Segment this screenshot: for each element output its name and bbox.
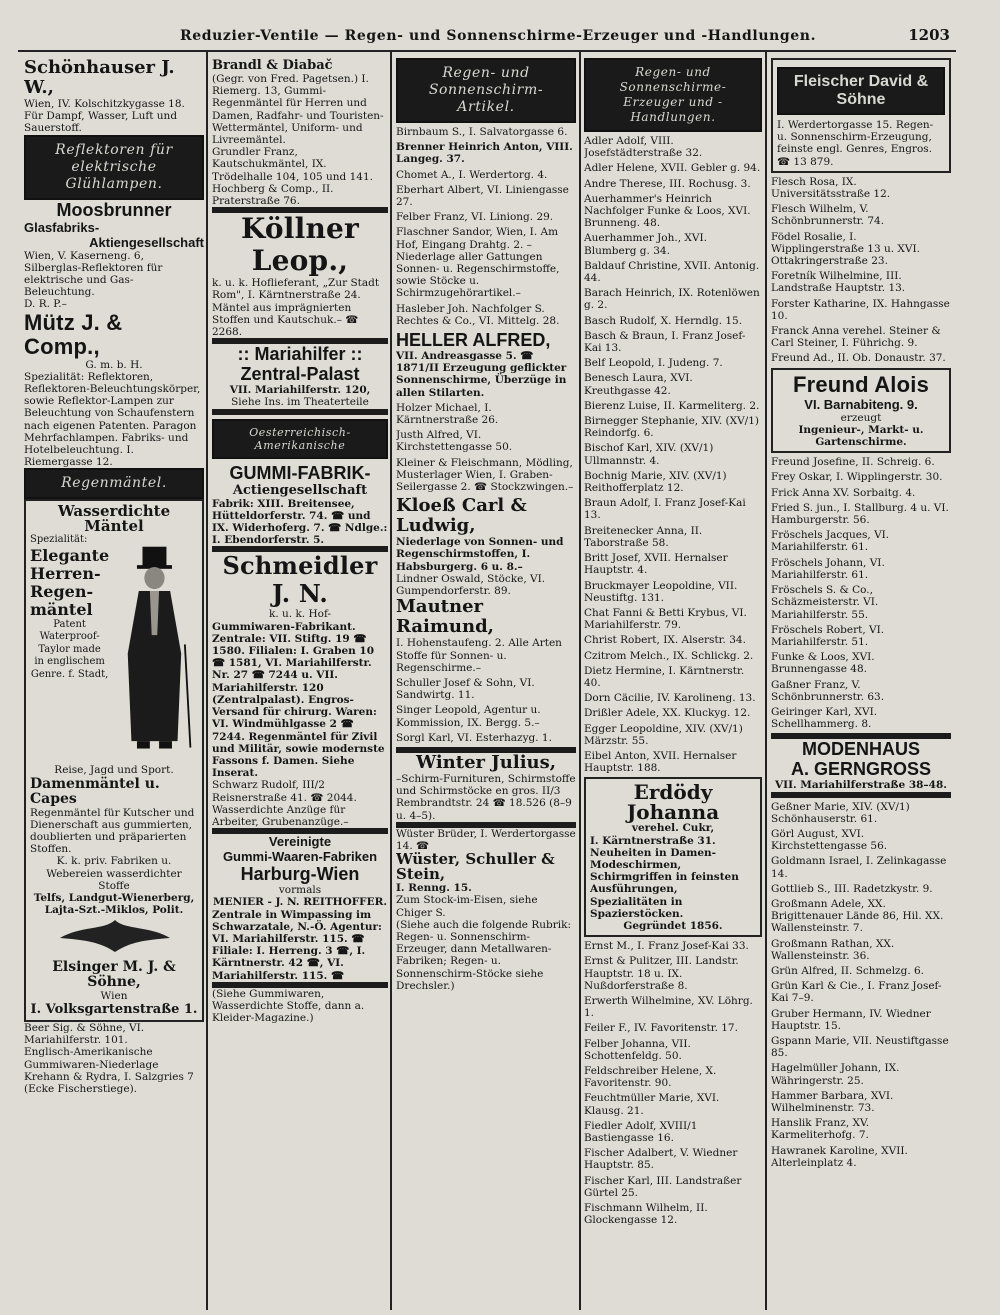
ad-line: Harburg-Wien — [240, 864, 360, 885]
listing-entry: Fischer Adalbert, V. Wiedner Hauptstr. 85. — [584, 1147, 738, 1172]
listing-hochberg: Hochberg & Comp., II. Praterstraße 76. — [212, 182, 334, 208]
listing-entry: Auerhammer's Heinrich Nachfolger Funke & Loos, XVI. Brunneng. 48. — [584, 192, 751, 230]
listing-text: (Gegr. von Fred. Pagetsen.) I. Riemerg. 13, Gummi-Regenmäntel für Herren und Damen, Radfahr- und Touristen-Wettermäntel, Uniform- und Livreemäntel. — [212, 73, 384, 147]
listing-entry: Auerhammer Joh., XVI. Blumberg g. 34. — [584, 232, 707, 257]
listing-entry: Benesch Laura, XVI. Kreuthgasse 42. — [584, 372, 693, 397]
ad-figure-row — [30, 534, 198, 764]
listing-entry: Großmann Adele, XX. Brigittenauer Lände 86, Hil. XX. Wallensteinstr. 7. — [771, 897, 944, 935]
listing-entry: Hanslik Franz, XV. Karmeliterhofg. 7. — [771, 1117, 870, 1142]
header-rule — [18, 50, 956, 52]
listing-schwarz: Schwarz Rudolf, III/2 Reisnerstraße 41. ☎ 2044. Wasserdichte Anzüge für Arbeiter, Grubenanzüge.– — [212, 779, 357, 828]
listing-schoenhauser — [24, 58, 204, 135]
ad-wasserdichte-maentel — [24, 499, 204, 1021]
listing-entry: Fröschels Jacques, VI. Mariahilferstr. 61. — [771, 529, 890, 554]
column-5 — [771, 58, 951, 1310]
ad-damen: Damenmäntel u. Capes — [30, 775, 160, 807]
ad-word: Herren- — [30, 563, 101, 583]
column-4 — [584, 58, 762, 1310]
listing-wuester: Wüster Brüder, I. Werdertorgasse 14. ☎ — [396, 827, 576, 852]
listing-entry: Czitrom Melch., IX. Schlickg. 2. — [584, 649, 754, 662]
listing-entry: Feiler F., IV. Favoritenstr. 17. — [584, 1022, 738, 1035]
ad-erzeugt: erzeugt — [840, 411, 882, 424]
listing-entry: Grün Alfred, II. Schmelzg. 6. — [771, 964, 925, 977]
ad-city: Wien — [100, 989, 128, 1002]
ad-text: –Schirm-Furnituren, Schirmstoffe und Schirmstöcke en gros. II/3 Rembrandtstr. 24 ☎ 18.526 (8–9 u. 4–5). — [396, 772, 576, 822]
listing-entry: Erwerth Wilhelmine, XV. Löhrg. 1. — [584, 994, 753, 1020]
listing-grundler: Grundler Franz, Kautschukmäntel, IX. Trödelhalle 104, 105 und 141. — [212, 146, 373, 183]
ad-line: Gummi-Waaren-Fabriken — [222, 849, 378, 865]
page-number: 1203 — [908, 26, 950, 44]
listing-entry: Flesch Rosa, IX. Universitätsstraße 12. — [771, 175, 891, 201]
gentleman-illustration — [113, 534, 198, 764]
ad-founded: Gegründet 1856. — [623, 919, 723, 932]
listing-entry: Eberhart Albert, VI. Liniengasse 27. — [396, 183, 569, 209]
ad-line: :: Mariahilfer :: — [237, 344, 363, 365]
listing-entry: Felber Johanna, VII. Schottenfeldg. 50. — [584, 1037, 691, 1062]
ad-fleischer — [771, 58, 951, 173]
cross-reference-note: (Siehe auch die folgende Rubrik: Regen- u. Sonnenschirm-Erzeuger, dann Metallwaren-Fabriken; Regen- u. Sonnenschirm-Stöcke siehe Drechsler.) — [396, 918, 572, 992]
listing-entry: Grün Karl & Cie., I. Franz Josef-Kai 7–9. — [771, 980, 942, 1005]
listing-entry: Chomet A., I. Werdertorg. 4. — [396, 168, 548, 181]
ad-text: Spezialität: Reflektoren, Reflektoren-Beleuchtungskörper, sowie Reflektor-Lampen zur Beleuchtung von Schaufenstern nach eigenen Patenten. Paragon Mehrfachlampen. Fabriks- und Hotelbeleuchtung. I. Riemergasse 12. — [24, 370, 201, 469]
ad-text: Wien, V. Kaserneng. 6, Silberglas-Reflektoren für elektrische und Gas-Beleuchtung. — [24, 249, 163, 299]
listing-entry: Fröschels Johann, VI. Mariahilferstr. 61. — [771, 556, 885, 581]
ad-sub: G. m. b. H. — [85, 358, 143, 371]
ad-name: Freund Alois — [792, 371, 930, 397]
section-box-schirm-artikel: Regen- und Sonnenschirm-Artikel. — [396, 58, 576, 123]
ad-name: Erdödy Johanna — [626, 780, 720, 825]
ad-line: GUMMI-FABRIK- — [229, 462, 371, 483]
ad-word: mäntel — [30, 599, 93, 619]
ad-vereinigte — [212, 834, 388, 982]
listing-entry: Barach Heinrich, IX. Rotenlöwen g. 2. — [584, 287, 760, 312]
listing-entry: Ernst M., I. Franz Josef-Kai 33. — [584, 940, 749, 953]
listing-entry: Foretník Wilhelmine, III. Landstraße Hauptstr. 13. — [771, 270, 906, 295]
listing-entry: Freund Ad., II. Ob. Donaustr. 37. — [771, 352, 946, 365]
listing-entry: Frick Anna XV. Sorbaitg. 4. — [771, 486, 916, 499]
ad-text: Fabrik: XIII. Breitensee, Hütteldorferstr. 74. ☎ und IX. Widerhoferg. 7. ☎ Ndlge.: I. Ebendorferstr. 5. — [212, 497, 388, 547]
ad-name: Mautner Raimund, — [396, 596, 494, 638]
ad-text: Zentrale in Wimpassing im Schwarzatale, N.-Ö. Agentur: VI. Mariahilferstr. 115. ☎ Filiale: I. Herreng. 3 ☎, I. Kärntnerstr. 42 ☎, VI. Mariahilferstr. 115. ☎ — [212, 908, 382, 982]
listing-entry: Christ Robert, IX. Alserstr. 34. — [584, 634, 746, 647]
ad-title: Wasserdichte Mäntel — [57, 502, 171, 536]
listing-entry: Fröschels S. & Co., Schäzmeisterstr. VI. Mariahilferstr. 55. — [771, 584, 879, 621]
ad-address: I. Volksgartenstraße 1. — [30, 1001, 198, 1017]
ad-line: MENIER - J. N. REITHOFFER. — [212, 896, 388, 909]
ad-freund-alois — [771, 368, 951, 454]
ad-name: Fleischer David & Söhne — [777, 67, 945, 115]
ad-line: vormals — [278, 884, 322, 897]
ad-kk: K. k. priv. Fabriken u. Webereien wasserdichter Stoffe — [46, 855, 182, 892]
listing-entry: Geßner Marie, XIV. (XV/1) Schönhauserstr. 61. — [771, 800, 910, 825]
listing-group — [584, 135, 762, 774]
listing-entry: Flesch Wilhelm, V. Schönbrunnerstr. 74. — [771, 203, 885, 228]
listing-entry: Feldschreiber Helene, X. Favoritenstr. 90. — [584, 1065, 717, 1090]
column-divider — [390, 52, 392, 1310]
ad-oesterr-amerikanische — [212, 419, 388, 547]
listing-entry: Hasleber Joh. Nachfolger S. Rechtes & Co., VI. Mittelg. 28. — [396, 302, 560, 327]
listing-entry: Gaßner Franz, V. Schönbrunnerstr. 63. — [771, 678, 885, 703]
ad-name: HELLER ALFRED, — [396, 330, 551, 351]
listing-group — [584, 940, 762, 1226]
column-2 — [212, 58, 388, 1310]
listing-beer: Beer Sig. & Söhne, VI. Mariahilferstr. 101. — [24, 1021, 145, 1047]
ad-patent-mark: D. R. P.– — [24, 298, 67, 311]
listing-entry: Drißler Adele, XX. Kluckyg. 12. — [584, 707, 751, 720]
listing-entry: Breitenecker Anna, II. Taborstraße 58. — [584, 524, 703, 549]
listing-entry: Flaschner Sandor, Wien, I. Am Hof, Eingang Drahtg. 2. –Niederlage aller Gattungen Sonnen- u. Regenschirmstoffe, sowie Stöcke u. Schirmzugehörartikel.– — [396, 226, 560, 300]
listing-entry: Fiedler Adolf, XVIII/1 Bastiengasse 16. — [584, 1119, 698, 1145]
listing-entry: Großmann Rathan, XX. Wallensteinstr. 36. — [771, 937, 895, 962]
listing-entry: Franck Anna verehel. Steiner & Carl Steiner, I. Führichg. 9. — [771, 325, 941, 350]
section-box-regenmaentel: Regenmäntel. — [24, 468, 204, 499]
listing-group — [771, 176, 951, 365]
listing-entry: Andre Therese, III. Rochusg. 3. — [584, 177, 751, 190]
ad-note: Siehe Ins. im Theaterteile — [231, 396, 369, 409]
ad-address: VI. Barnabiteng. 9. — [804, 396, 918, 412]
divider-bar — [771, 792, 951, 798]
listing-entry: Britt Josef, XVII. Hernalser Hauptstr. 4. — [584, 552, 728, 577]
listing-name: Brandl & Diabač — [212, 58, 333, 73]
ad-line: Aktiengesellschaft — [89, 234, 204, 250]
listing-entry: Singer Leopold, Agentur u. Kommission, IX. Bergg. 5.– — [396, 704, 541, 729]
listing-entry: Fischer Karl, III. Landstraßer Gürtel 25. — [584, 1174, 742, 1199]
ad-muetz — [24, 311, 204, 469]
ad-name: Wüster, Schuller & Stein, — [396, 850, 555, 884]
ad-name: Mütz J. & Comp., — [24, 309, 123, 359]
ad-schmeidler — [212, 552, 388, 779]
listing-group — [771, 801, 951, 1169]
listing-entry: Birnbaum S., I. Salvatorgasse 6. — [396, 126, 568, 138]
ad-line: Moosbrunner — [56, 199, 172, 220]
ad-reise: Reise, Jagd und Sport. — [54, 764, 174, 777]
listing-entry: Bochnig Marie, XIV. (XV/1) Reithofferplatz 12. — [584, 469, 727, 495]
listing-entry: Bruckmayer Leopoldine, VII. Neustiftg. 131. — [584, 579, 738, 604]
ad-name: Kloeß Carl & Ludwig, — [396, 495, 527, 537]
listing-entry: Basch & Braun, I. Franz Josef-Kai 13. — [584, 329, 746, 355]
listing-entry: Fischmann Wilhelm, II. Glockengasse 12. — [584, 1202, 708, 1227]
column-3 — [396, 58, 576, 1310]
listing-englisch: Englisch-Amerikanische Gummiwaren-Niederlage Krehann & Rydra, I. Salzgries 7 (Ecke Fischerstiege). — [24, 1046, 194, 1095]
listing-entry: Felber Franz, VI. Liniong. 29. — [396, 211, 554, 224]
ad-line: Zentral-Palast — [240, 364, 360, 385]
listing-entry: Geiringer Karl, XVI. Schellhammerg. 8. — [771, 705, 878, 731]
listing-entry: Schuller Josef & Sohn, VI. Sandwirtg. 11. — [396, 676, 535, 702]
ad-kuk: k. u. k. Hof- — [268, 608, 332, 621]
listing-entry: Bischof Karl, XIV. (XV/1) Ullmannstr. 4. — [584, 442, 714, 467]
listing-entry: Adler Helene, XVII. Gebler g. 94. — [584, 162, 761, 175]
ad-address: VII. Mariahilferstr. 120, — [229, 384, 371, 397]
listing-entry: Justh Alfred, VI. Kirchstettengasse 50. — [396, 429, 513, 454]
listing-entry: Bierenz Luise, II. Karmeliterg. 2. — [584, 399, 760, 412]
ad-mautner — [396, 597, 576, 674]
ad-word: Regen- — [30, 581, 94, 601]
listing-group — [771, 456, 951, 730]
ad-text: Gummiwaren-Fabrikant. Zentrale: VII. Stiftg. 19 ☎ 1580. Filialen: I. Graben 10 ☎ 1581, VI. Mariahilferstr. Nr. 27 ☎ 7244 u. VII. Mariahilferstr. 120 (Zentralpalast). Engros-Versand für chirurg. Waren: VI. Windmühlgasse 2 ☎ 7244. Regenmäntel für Zivil und Militär, sowie modernste Fassons f. Damen. Siehe Inserat. — [212, 620, 385, 780]
listing-group — [396, 402, 576, 493]
page-title: Reduzier-Ventile — Regen- und Sonnenschirme-Erzeuger und -Handlungen. — [180, 28, 817, 44]
listing-entry: Braun Adolf, I. Franz Josef-Kai 13. — [584, 497, 746, 522]
section-box-reflectors: Reflektoren für elektrische Glühlampen. — [24, 135, 204, 200]
listing-entry: Chat Fanni & Betti Krybus, VI. Mariahilferstr. 79. — [584, 606, 747, 632]
listing-entry: Holzer Michael, I. Kärntnerstraße 26. — [396, 401, 499, 427]
listing-entry: Gspann Marie, VII. Neustiftgasse 85. — [771, 1034, 949, 1060]
listing-entry: Funke & Loos, XVI. Brunnengasse 48. — [771, 651, 875, 676]
listing-group — [396, 677, 576, 744]
listing-name: Schönhauser J. W., — [24, 58, 175, 98]
listing-brandl — [212, 58, 388, 146]
ad-wuester-schuller — [396, 852, 576, 919]
listing-entry: Eibel Anton, XVII. Hernalser Hauptstr. 188. — [584, 749, 737, 775]
listing-entry: Dietz Hermine, I. Kärntnerstr. 40. — [584, 664, 745, 689]
ad-text: Niederlage von Sonnen- und Regenschirmstoffen, I. Habsburgerg. 6 u. 8.– — [396, 536, 564, 573]
ad-heller — [396, 330, 576, 399]
listing-entry: Freund Josefine, II. Schreig. 6. — [771, 456, 935, 469]
column-divider — [579, 52, 581, 1310]
listing-entry: Egger Leopoldine, XIV. (XV/1) Märzstr. 55. — [584, 722, 743, 747]
ad-left-text — [30, 534, 109, 764]
listing-entry: Kleiner & Fleischmann, Mödling, Musterlager Wien, I. Graben-Seilergasse 2. ☎ Stockzwingen.– — [396, 456, 574, 494]
column-1 — [24, 58, 204, 1310]
ad-regen-text: Regenmäntel für Kutscher und Dienerschaft aus gummierten, doublierten und präparierten Stoffen. — [30, 806, 195, 856]
ad-kloess — [396, 496, 576, 573]
ad-name: Köllner Leop., — [241, 212, 359, 278]
ad-line: Actiengesellschaft — [232, 482, 368, 498]
page-header — [0, 22, 1000, 48]
ad-koellner — [212, 213, 388, 338]
ad-address: VII. Mariahilferstraße 38–48. — [775, 779, 947, 792]
listing-entry: Födel Rosalie, I. Wipplingerstraße 13 u. XVI. Ottakringerstraße 23. — [771, 230, 920, 268]
listing-entry: Ernst & Pulitzer, III. Landstr. Hauptstr. 18 u. IX. Nußdorferstraße 8. — [584, 955, 739, 992]
listing-entry: Gruber Hermann, IV. Wiedner Hauptstr. 15. — [771, 1007, 931, 1032]
ad-line: Oesterreichisch-Amerikanische — [212, 419, 388, 459]
ad-line: Vereinigte — [268, 834, 332, 850]
listing-entry: Sorgl Karl, VI. Esterhazyg. 1. — [396, 731, 552, 744]
ad-line: Glasfabriks- — [24, 219, 100, 235]
listing-entry: Hammer Barbara, XVI. Wilhelminenstr. 73. — [771, 1089, 894, 1114]
ad-text: I. Werdertorgasse 15. Regen- u. Sonnenschirm-Erzeugung, feinste engl. Genres, Engros. ☎ 13 879. — [777, 119, 934, 168]
ad-name: Winter Julius, — [415, 751, 557, 773]
ad-text: Ingenieur-, Markt- u. — [798, 423, 924, 436]
section-box-schirm-erzeuger: Regen- und Sonnenschirme-Erzeuger und -Handlungen. — [584, 58, 762, 132]
listing-entry: Görl August, XVI. Kirchstettengasse 56. — [771, 827, 888, 853]
ad-firm: Elsinger M. J. & Söhne, — [52, 958, 176, 990]
listing-entry: Dorn Cäcilie, IV. Karolineng. 13. — [584, 692, 756, 705]
column-divider — [206, 52, 208, 1310]
listing-entry: Hawranek Karoline, XVII. Alterleinplatz 4. — [771, 1144, 908, 1169]
listing-entry: Hagelmüller Johann, IX. Währingerstr. 25. — [771, 1062, 900, 1087]
listing-entry: Feuchtmüller Marie, XVI. Klausg. 21. — [584, 1092, 720, 1117]
listing-entry: Gottlieb S., III. Radetzkystr. 9. — [771, 882, 933, 895]
listing-text: Wien, IV. Kolschitzkygasse 18. Für Dampf, Wasser, Luft und Sauerstoff. — [24, 98, 185, 135]
ad-name: Schmeidler J. N. — [222, 551, 378, 609]
ad-text: Gartenschirme. — [815, 436, 907, 449]
ad-erdoedy — [584, 777, 762, 937]
divider-bar — [212, 409, 388, 415]
ad-places: Telfs, Landgut-Wienerberg, Lajta-Szt.-Miklos, Polit. — [33, 892, 195, 917]
ad-text: I. Hohenstaufeng. 2. Alle Arten Stoffe für Sonnen- u. Regenschirme.– — [396, 637, 562, 674]
ad-text: Zum Stock-im-Eisen, siehe Chiger S. — [396, 894, 538, 919]
ad-moosbrunner — [24, 200, 204, 311]
ad-modenhaus — [771, 739, 951, 791]
listing-entry: Fröschels Robert, VI. Mariahilferstr. 51. — [771, 623, 885, 648]
listing-entry: Birnegger Stephanie, XIV. (XV/1) Reindorfg. 6. — [584, 415, 759, 440]
ad-patent: Patent Waterproof-Taylor made — [38, 618, 101, 655]
top-hat-icon — [143, 547, 167, 567]
ad-winter — [396, 753, 576, 822]
column-divider — [765, 52, 767, 1310]
ad-mariahilfer — [212, 344, 388, 408]
ad-spezial: Spezialität: — [30, 534, 88, 546]
ad-line: A. GERNGROSS — [790, 759, 932, 780]
ad-text: I. Kärntnerstraße 31. Neuheiten in Damen-Modeschirmen, Schirmgriffen in feinsten Ausführungen, Spezialitäten in Spazierstöcken. — [590, 834, 739, 920]
listing-entry: Basch Rudolf, X. Herndlg. 15. — [584, 314, 743, 327]
listing-entry: Goldmann Israel, I. Zelinkagasse 14. — [771, 855, 947, 880]
listing-lindner: Lindner Oswald, Stöcke, VI. Gumpendorferstr. 89. — [396, 572, 546, 598]
ad-text: VII. Andreasgasse 5. ☎ 1871/II Erzeugung geflickter Sonnenschirme, Überzüge in allen Stilarten. — [396, 350, 567, 399]
listing-entry: Baldauf Christine, XVII. Antonig. 44. — [584, 259, 760, 285]
listing-entry: Forster Katharine, IX. Hahngasse 10. — [771, 297, 950, 322]
ad-text: k. u. k. Hoflieferant, „Zur Stadt Rom", I. Kärntnerstraße 24. Mäntel aus imprägnierten Stoffen und Kautschuk.– ☎ 2268. — [212, 277, 380, 339]
listing-entry: Frey Oskar, I. Wipplingerstr. 30. — [771, 471, 943, 484]
listing-group — [396, 126, 576, 327]
listing-entry: Brenner Heinrich Anton, VIII. Langeg. 37. — [396, 141, 573, 166]
ad-english: in englischem Genre. f. Stadt, — [30, 656, 109, 680]
listing-entry: Belf Leopold, I. Judeng. 7. — [584, 357, 723, 370]
cross-reference-note: (Siehe Gummiwaren, Wasserdichte Stoffe, dann a. Kleider-Magazine.) — [212, 987, 365, 1025]
listing-entry: Fried S. jun., I. Stallburg. 4 u. VI. Hamburgerstr. 56. — [771, 501, 949, 527]
ad-word: Elegante — [30, 545, 110, 565]
ad-sub: verehel. Cukr, — [631, 822, 715, 835]
ad-address: I. Renng. 15. — [396, 882, 472, 895]
eagle-emblem-icon — [30, 916, 200, 956]
listing-entry: Adler Adolf, VIII. Josefstädterstraße 32. — [584, 135, 703, 160]
ad-line: MODENHAUS — [801, 739, 920, 760]
